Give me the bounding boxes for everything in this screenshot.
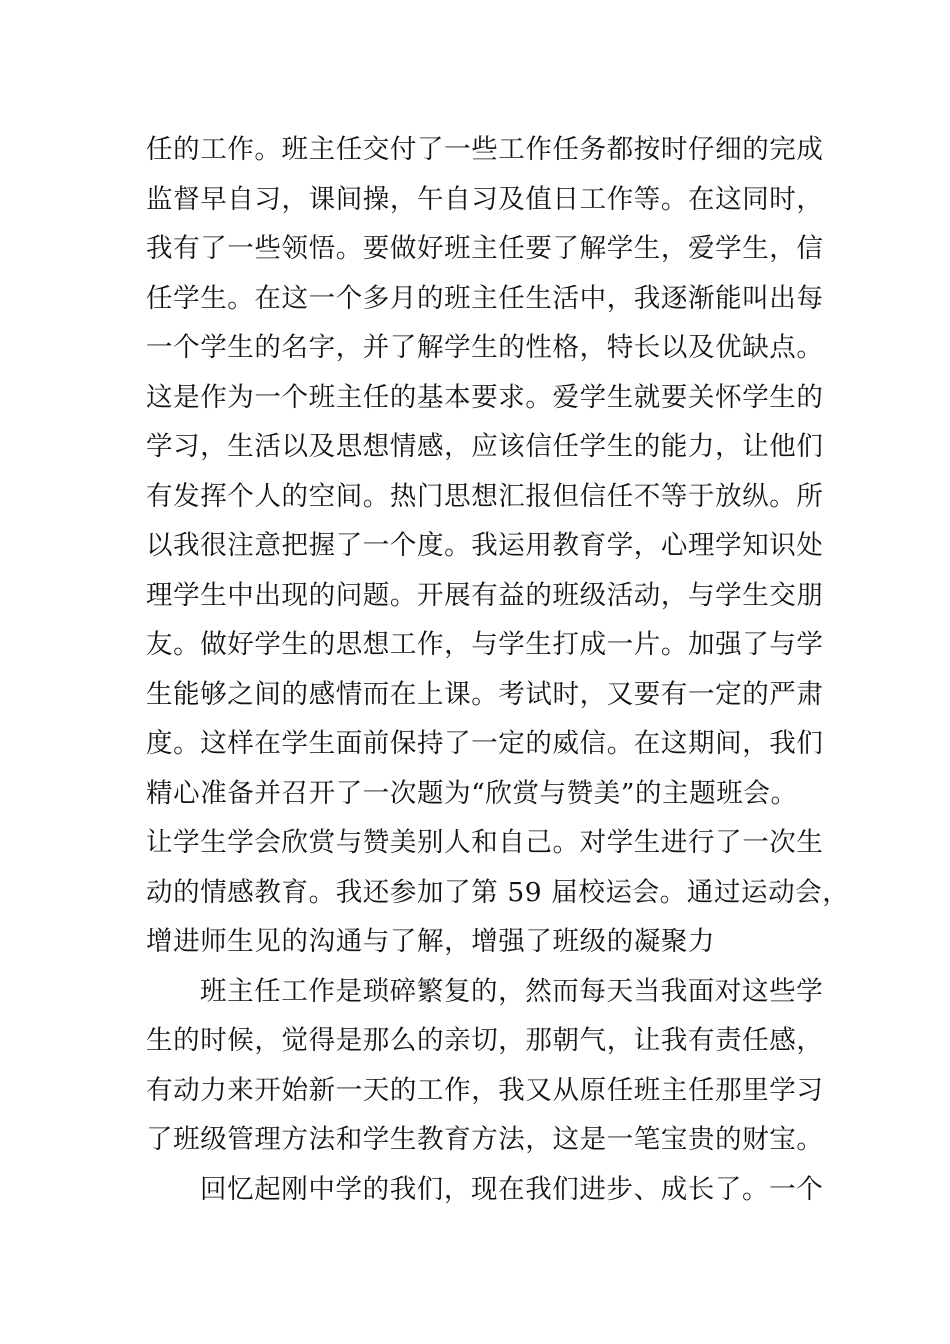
text-line: 以我很注意把握了一个度。我运用教育学，心理学知识处 [146, 530, 824, 561]
text-line: 有发挥个人的空间。热门思想汇报但信任不等于放纵。所 [146, 480, 824, 512]
text-line: 度。这样在学生面前保持了一定的威信。在这期间，我们 [146, 728, 824, 759]
text-line: 增进师生见的沟通与了解，增强了班级的凝聚力 [146, 926, 716, 957]
text-line: 动的情感教育。我还参加了第 59 届校运会。通过运动会， [146, 876, 850, 908]
text-line: 我有了一些领悟。要做好班主任要了解学生，爱学生，信 [146, 233, 824, 264]
text-line: 回忆起刚中学的我们，现在我们进步、成长了。一个 [200, 1173, 824, 1205]
text-line: 生能够之间的感情而在上课。考试时，又要有一定的严肃 [146, 678, 824, 710]
text-line: 一个学生的名字，并了解学生的性格，特长以及优缺点。 [146, 332, 824, 363]
text-line: 了班级管理方法和学生教育方法，这是一笔宝贵的财宝。 [146, 1124, 824, 1155]
text-line: 班主任工作是琐碎繁复的，然而每天当我面对这些学 [200, 975, 824, 1007]
text-line: 理学生中出现的问题。开展有益的班级活动，与学生交朋 [146, 579, 824, 611]
text-line: 任的工作。班主任交付了一些工作任务都按时仔细的完成 [146, 134, 824, 165]
body-text [146, 125, 850, 1214]
text-line: 任学生。在这一个多月的班主任生活中，我逐渐能叫出每 [146, 282, 824, 314]
text-line: 这是作为一个班主任的基本要求。爱学生就要关怀学生的 [146, 381, 824, 413]
text-line: 学习，生活以及思想情感，应该信任学生的能力，让他们 [146, 431, 824, 462]
text-line: 有动力来开始新一天的工作，我又从原任班主任那里学习 [146, 1074, 824, 1106]
text-line: 精心准备并召开了一次题为“欣赏与赞美”的主题班会。 [146, 777, 798, 809]
text-line: 友。做好学生的思想工作，与学生打成一片。加强了与学 [146, 629, 824, 660]
text-line: 让学生学会欣赏与赞美别人和自己。对学生进行了一次生 [146, 827, 824, 858]
text-line: 监督早自习，课间操，午自习及值日工作等。在这同时， [146, 183, 824, 215]
text-line: 生的时候，觉得是那么的亲切，那朝气，让我有责任感， [146, 1025, 824, 1056]
